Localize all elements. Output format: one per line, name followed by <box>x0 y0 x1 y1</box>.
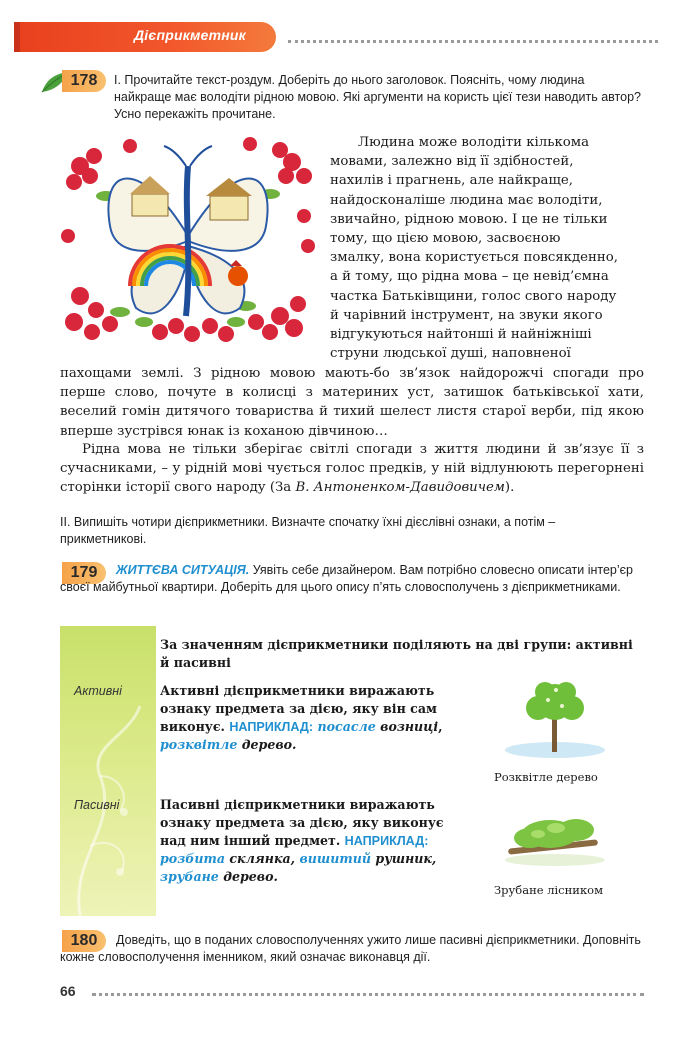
green-side-panel <box>60 626 156 916</box>
author-name: В. Антоненком-Давидовичем <box>295 480 505 496</box>
active-example-2-word: розквітле <box>160 737 238 752</box>
exercise-number-178: 178 <box>62 70 106 92</box>
passive-example-1-noun: склянка, <box>229 851 296 866</box>
section-header-bar <box>14 22 276 52</box>
passive-example-3-word: зрубане <box>160 869 219 884</box>
text-line: мовами, залежно від її здібностей, <box>330 154 574 170</box>
text-line: частка Батьківщини, голос свого народу <box>330 288 617 304</box>
reading-text-column <box>330 133 644 363</box>
butterfly-painting-image <box>60 136 316 346</box>
passive-label: Пасивні <box>74 798 120 812</box>
footer-dotted-line <box>92 993 644 996</box>
theory-box <box>60 626 644 916</box>
ornament-decoration <box>60 626 156 916</box>
exercise-180-task: Доведіть, що в поданих словосполученнях ужито лише пасивні дієприкметники. Доповніть кожне словосполучення іменником, який означає виконавця дії. <box>60 933 641 964</box>
active-example-1-noun: возниці <box>380 719 439 734</box>
paragraph-2-body: Рідна мова не тільки зберігає світлі спогади з життя людини й зв’язує її з сучасниками, – у рідній мові чується голос предків, у ній відлунюють перегорнені сторінки історії свого народу (За <box>60 442 644 496</box>
active-label: Активні <box>74 684 122 698</box>
header-dotted-line <box>288 40 658 43</box>
text-line: найдосконаліше людина має володіти, <box>330 192 603 208</box>
caption-felled-tree: Зрубане лісником <box>494 883 604 897</box>
text-line: нахилів і прагнень, але найкраще, <box>330 173 573 189</box>
reading-text-continuation: пахощами землі. З рідною мовою мають-бо зв’язок найдорожчі спогади про перше слово, почуте в колисці з материних уст, затишок батьківської хати, веселий гомін дитячого товариства й тихий шелест листя старої верби, під якою вперше зустрівся юнак із коханою дівчиною… <box>60 366 644 439</box>
text-line: Людина може володіти кількома <box>358 135 590 150</box>
passive-example-3-noun: дерево. <box>223 869 278 884</box>
exercise-179-text: Уявіть себе дизайнером. Вам потрібно словесно описати інтер’єр своєї майбутньої квартири. Доберіть для цього опису п’ять словосполучень з дієприкметниками. <box>60 563 633 594</box>
section-title: Дієприкметник <box>134 27 246 43</box>
exercise-number-179: 179 <box>62 562 106 584</box>
life-situation-tag: ЖИТТЄВА СИТУАЦІЯ. <box>116 563 250 577</box>
paragraph-2-end: ). <box>504 480 515 496</box>
active-example-2-noun: дерево. <box>241 737 297 752</box>
active-definition: Активні дієприкметники виражають ознаку предмета за дією, яку він сам виконує. НАПРИКЛАД: посасле возниці, розквітле дерево. <box>160 683 443 752</box>
active-example-1-word: посасле <box>317 719 376 734</box>
passive-example-1-word: розбита <box>160 851 225 866</box>
passive-example-label: НАПРИКЛАД: <box>344 834 429 848</box>
reading-text-paragraph-2 <box>60 440 644 498</box>
active-example-label: НАПРИКЛАД: <box>229 720 314 734</box>
text-line: струни людської душі, наповненої <box>330 346 571 362</box>
caption-blooming-tree: Розквітле дерево <box>494 770 598 784</box>
felled-tree-image <box>500 810 610 870</box>
passive-definition <box>160 796 452 886</box>
text-line: відгукуються найтонші й найніжніші <box>330 327 592 343</box>
exercise-178-task-2: ІІ. Випишіть чотири дієприкметники. Визначте спочатку їхні дієслівні ознаки, а потім – прикметникові. <box>60 515 556 546</box>
theory-intro: За значенням дієприкметники поділяють на дві групи: активні й пасивні <box>160 637 633 670</box>
text-line: а й тому, що рідна мова – це невід’ємна <box>330 269 609 285</box>
exercise-number-180: 180 <box>62 930 106 952</box>
exercise-179-task <box>60 562 644 596</box>
passive-text: Пасивні дієприкметники виражають ознаку предмета за дією, яку виконує над ним інший предмет. <box>160 797 444 848</box>
exercise-178-task: І. Прочитайте текст-роздум. Доберіть до нього заголовок. Поясніть, чому людина найкраще має володіти рідною мовою. Які аргументи на користь цієї тези наводить автор? Усно перекажіть прочитане. <box>114 73 641 121</box>
text-line: змалку, вона користується повсякденно, <box>330 250 618 266</box>
blooming-tree-image <box>500 672 610 762</box>
active-text: Активні дієприкметники виражають ознаку предмета за дією, яку він сам виконує. <box>160 683 437 734</box>
text-line: тому, що цією мовою, засвоєною <box>330 231 561 247</box>
header-edge <box>14 22 20 52</box>
page-number: 66 <box>60 983 76 999</box>
text-line: звичайно, рідною мовою. І це не тільки <box>330 211 608 227</box>
text-line: й чарівний інструмент, на звуки якого <box>330 307 603 323</box>
passive-example-2-noun: рушник, <box>375 851 437 866</box>
passive-example-2-word: вишитий <box>299 851 372 866</box>
